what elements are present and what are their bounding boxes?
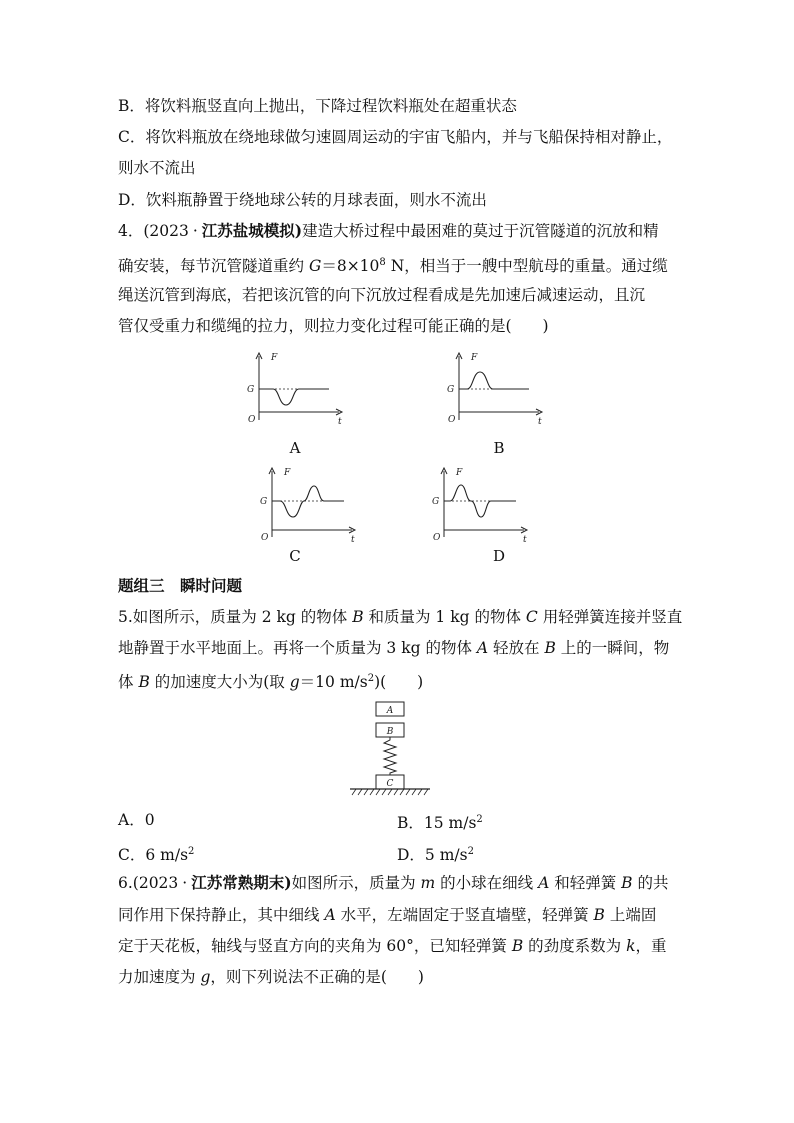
q6-var-g: g	[200, 968, 211, 986]
q5-var-c: C	[525, 608, 538, 626]
block-a-label: A	[386, 706, 394, 716]
q6-text-1c: 的小球在细线	[435, 874, 539, 892]
q5-option-b-exp: 2	[476, 814, 483, 825]
graph-c-t-label: t	[351, 535, 355, 545]
q4-exponent: 8	[379, 257, 386, 268]
graph-a-caption: A	[289, 439, 301, 457]
graph-c-o-label: O	[261, 533, 269, 543]
q4-source: 江苏盐城模拟)	[201, 221, 303, 240]
graph-c	[258, 465, 368, 545]
q6-text-3b: 的劲度系数为	[523, 937, 627, 955]
graph-d-caption: D	[492, 547, 506, 565]
q6-text-1b: 如图所示，质量为	[291, 874, 421, 892]
q6-var-b2: B	[593, 906, 605, 924]
q4-line2	[118, 253, 668, 276]
graph-a-g-label: G	[247, 385, 255, 395]
block-c-label: C	[386, 779, 394, 789]
q5-option-c-text: C．6 m/s	[118, 846, 189, 864]
q6-text-3a: 定于天花板，轴线与竖直方向的夹角为 60°，已知轻弹簧	[118, 937, 512, 955]
q4-line1	[118, 221, 659, 241]
q5-var-g: g	[289, 673, 300, 691]
q6-var-a: A	[538, 874, 550, 892]
q4-line4: 管仅受重力和缆绳的拉力，则拉力变化过程可能正确的是( )	[118, 317, 549, 335]
q4-var-g: G	[308, 257, 322, 275]
q6-line4	[118, 967, 424, 987]
graph-b-t-label: t	[538, 417, 542, 427]
q6-text-1e: 的共	[632, 874, 669, 892]
q6-line2	[118, 905, 656, 925]
graph-a-f-label: F	[271, 353, 278, 363]
q6-var-k: k	[626, 937, 636, 955]
q5-text-2b: 轻放在	[488, 639, 545, 657]
graph-d-f-label: F	[456, 468, 463, 478]
q6-source: 江苏常熟期末)	[191, 873, 292, 892]
q6-text-2b: 水平，左端固定于竖直墙壁，轻弹簧	[335, 906, 594, 924]
q5-option-b	[397, 810, 483, 833]
graph-c-f-label: F	[284, 468, 291, 478]
graph-b-g-label: G	[447, 385, 455, 395]
q6-dot: ·	[182, 874, 188, 892]
q5-text-1b: 和质量为 1 kg 的物体	[363, 608, 526, 626]
graph-b	[445, 350, 555, 430]
q4-text-2a: 确安装，每节沉管隧道重约	[118, 257, 309, 275]
graph-a	[245, 350, 355, 430]
q3-option-d: D．饮料瓶静置于绕地球公转的月球表面，则水不流出	[118, 191, 487, 209]
q3-option-c-line1: C．将饮料瓶放在绕地球做匀速圆周运动的宇宙飞船内，并与飞船保持相对静止，	[118, 128, 673, 146]
q5-option-d-text: D．5 m/s	[397, 846, 468, 864]
q5-var-b: B	[352, 608, 364, 626]
q6-text-2c: 上端固	[604, 906, 657, 924]
q6-line3	[118, 936, 667, 956]
q5-text-3a: 体	[118, 673, 139, 691]
q5-option-b-text: B．15 m/s	[397, 814, 477, 832]
q5-line3	[118, 669, 423, 692]
q6-number: 6.(2023	[118, 874, 179, 892]
q4-text-1: 建造大桥过程中最困难的莫过于沉管隧道的沉放和精	[302, 222, 659, 240]
q6-var-m: m	[420, 874, 436, 892]
graph-c-g-label: G	[260, 497, 268, 507]
q5-var-a: A	[476, 639, 489, 657]
q5-text-2c: 上的一瞬间，物	[555, 639, 670, 657]
q6-text-3c: ，重	[635, 937, 667, 955]
q5-text-2a: 地静置于水平地面上。再将一个质量为 3 kg 的物体	[118, 639, 477, 657]
q5-option-d	[397, 842, 474, 865]
q5-figure	[340, 698, 440, 798]
q5-option-d-exp: 2	[467, 846, 474, 857]
q4-dot: ·	[192, 222, 198, 240]
q5-text-1: 5.如图所示，质量为 2 kg 的物体	[118, 608, 353, 626]
q5-text-3b: 的加速度大小为(取	[149, 673, 290, 691]
q5-line1	[118, 607, 682, 627]
q4-line3: 绳送沉管到海底，若把该沉管的向下沉放过程看成是先加速后减速运动，且沉	[118, 286, 646, 304]
q5-var-b3: B	[138, 673, 150, 691]
graph-d-t-label: t	[523, 535, 527, 545]
graph-d-o-label: O	[433, 533, 441, 543]
q5-text-3c: ＝10 m/s	[299, 673, 368, 691]
graph-d-g-label: G	[432, 497, 440, 507]
q5-line2	[118, 638, 669, 658]
graph-a-t-label: t	[338, 417, 342, 427]
q6-line1	[118, 873, 668, 893]
graph-d	[430, 465, 540, 545]
q6-var-b: B	[621, 874, 633, 892]
q5-text-3e: )( )	[374, 673, 424, 691]
block-b-label: B	[386, 727, 394, 737]
graph-b-caption: B	[493, 439, 505, 457]
q5-option-c-exp: 2	[188, 846, 195, 857]
graph-b-f-label: F	[471, 353, 478, 363]
q5-text-1c: 用轻弹簧连接并竖直	[537, 608, 683, 626]
q6-var-b3: B	[511, 937, 524, 955]
graph-a-o-label: O	[248, 415, 256, 425]
section-title: 题组三 瞬时问题	[118, 576, 243, 595]
q6-text-4a: 力加速度为	[118, 968, 201, 986]
q3-option-b: B．将饮料瓶竖直向上抛出，下降过程饮料瓶处在超重状态	[118, 97, 517, 115]
q6-text-4b: ，则下列说法不正确的是( )	[210, 968, 424, 986]
q5-option-c	[118, 842, 194, 865]
graph-c-caption: C	[289, 547, 301, 565]
q6-text-1d: 和轻弹簧	[549, 874, 622, 892]
q6-var-a2: A	[324, 906, 336, 924]
q4-text-2c: N，相当于一艘中型航母的重量。通过缆	[385, 257, 668, 275]
graph-b-o-label: O	[448, 415, 456, 425]
q5-unit-exp: 2	[367, 673, 375, 684]
q4-number: 4．(2023	[118, 222, 189, 240]
q4-text-2b: ＝8×10	[321, 257, 380, 275]
q3-option-c-line2: 则水不流出	[118, 159, 196, 177]
q5-option-a-text: A．0	[118, 811, 155, 829]
q6-text-2a: 同作用下保持静止，其中细线	[118, 906, 325, 924]
q5-var-b2: B	[544, 639, 556, 657]
q5-option-a	[118, 810, 155, 830]
